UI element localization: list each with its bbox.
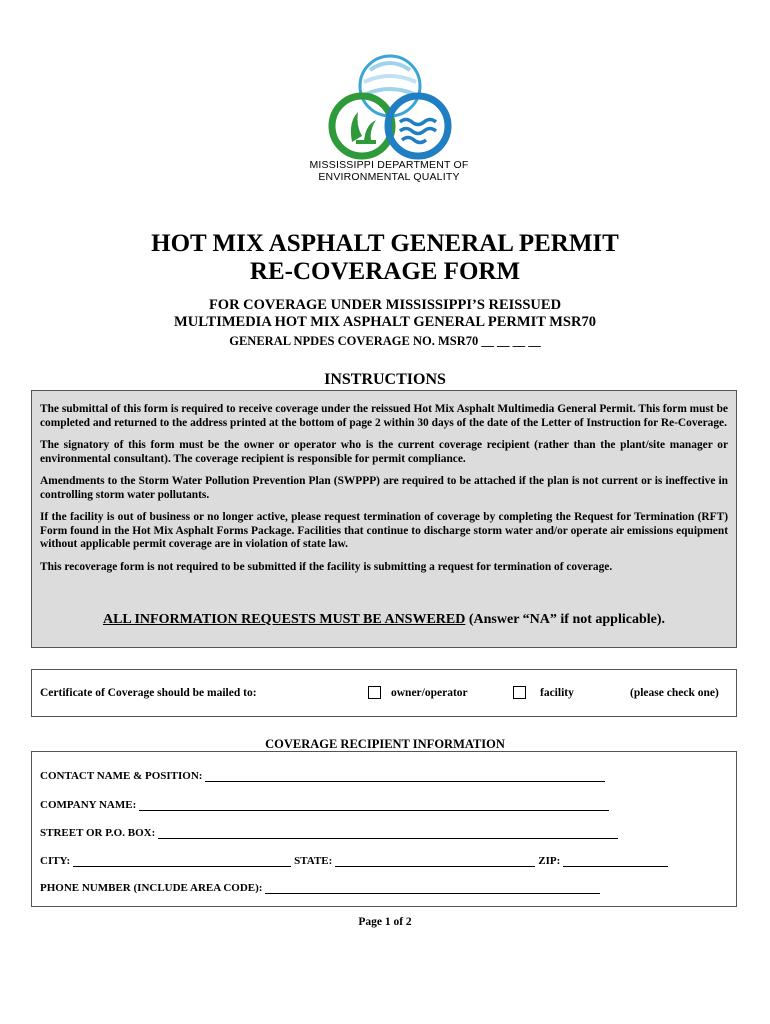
page-number: Page 1 of 2 bbox=[358, 916, 412, 928]
logo-land-circle bbox=[332, 96, 392, 156]
coverage-number-line: GENERAL NPDES COVERAGE NO. MSR70 __ __ __ __ bbox=[229, 334, 541, 348]
street-label: STREET OR P.O. BOX: bbox=[40, 827, 156, 839]
check-one-hint: (please check one) bbox=[630, 687, 719, 699]
city-label: CITY: bbox=[40, 855, 71, 867]
zip-field[interactable] bbox=[563, 855, 668, 867]
form-title-line2: RE-COVERAGE FORM bbox=[249, 258, 521, 285]
subtitle-line1: FOR COVERAGE UNDER MISSISSIPPI’S REISSUED bbox=[208, 297, 562, 313]
subtitle-line2: MULTIMEDIA HOT MIX ASPHALT GENERAL PERMIT MSR70 bbox=[174, 314, 596, 330]
recipient-heading: COVERAGE RECIPIENT INFORMATION bbox=[265, 737, 505, 751]
agency-name-line1: MISSISSIPPI DEPARTMENT OF bbox=[309, 159, 469, 171]
street-field[interactable] bbox=[158, 827, 618, 839]
contact-row bbox=[40, 770, 608, 782]
company-label: COMPANY NAME: bbox=[40, 799, 137, 811]
agency-name-line2: ENVIRONMENTAL QUALITY bbox=[318, 171, 460, 183]
owner-operator-label: owner/operator bbox=[391, 687, 468, 699]
recipient-info-box bbox=[31, 751, 737, 907]
instruction-paragraph: If the facility is out of business or no longer active, please request termination of coverage by completing the Request for Termination (RFT) Form found in the Hot Mix Asphalt Forms Package. Facilities that continue to discharge storm water and/or operate air emissions equipment without applicable permit coverage are in violation of state law. bbox=[40, 511, 728, 550]
instructions-heading: INSTRUCTIONS bbox=[324, 371, 446, 388]
instruction-paragraph: The signatory of this form must be the owner or operator who is the current coverage recipient (rather than the plant/site manager or environmental consultant). The coverage recipient is responsible for permit compliance. bbox=[40, 439, 728, 465]
contact-label: CONTACT NAME & POSITION: bbox=[40, 770, 203, 782]
owner-operator-checkbox[interactable] bbox=[368, 686, 381, 699]
street-row bbox=[40, 827, 621, 839]
facility-checkbox[interactable] bbox=[513, 686, 526, 699]
zip-label: ZIP: bbox=[538, 855, 561, 867]
state-label: STATE: bbox=[294, 855, 333, 867]
instructions-box bbox=[31, 390, 737, 648]
contact-field[interactable] bbox=[205, 770, 605, 782]
instruction-paragraph: Amendments to the Storm Water Pollution Prevention Plan (SWPPP) are required to be attached if the plan is not current or is ineffective in controlling storm water pollutants. bbox=[40, 475, 728, 501]
instruction-paragraph: The submittal of this form is required to receive coverage under the reissued Hot Mix Asphalt Multimedia General Permit. This form must be completed and returned to the address printed at the bottom of page 2 within 30 days of the date of the Letter of Instruction for Re-Coverage. bbox=[40, 403, 728, 429]
all-info-emphasis: ALL INFORMATION REQUESTS MUST BE ANSWERED bbox=[102, 612, 466, 627]
all-info-notice bbox=[31, 611, 737, 629]
city-state-zip-row bbox=[40, 855, 671, 867]
instruction-paragraph: This recoverage form is not required to be submitted if the facility is submitting a request for termination of coverage. bbox=[40, 560, 613, 573]
phone-field[interactable] bbox=[265, 882, 600, 894]
phone-label: PHONE NUMBER (INCLUDE AREA CODE): bbox=[40, 882, 263, 894]
state-field[interactable] bbox=[335, 855, 535, 867]
all-info-note: (Answer “NA” if not applicable). bbox=[465, 612, 666, 627]
phone-row bbox=[40, 882, 603, 894]
form-title-line1: HOT MIX ASPHALT GENERAL PERMIT bbox=[151, 230, 619, 257]
city-field[interactable] bbox=[73, 855, 291, 867]
certificate-label: Certificate of Coverage should be mailed to: bbox=[40, 687, 257, 699]
company-field[interactable] bbox=[139, 799, 609, 811]
certificate-mailing-box bbox=[31, 669, 737, 717]
facility-label: facility bbox=[540, 687, 574, 699]
company-row bbox=[40, 799, 612, 811]
